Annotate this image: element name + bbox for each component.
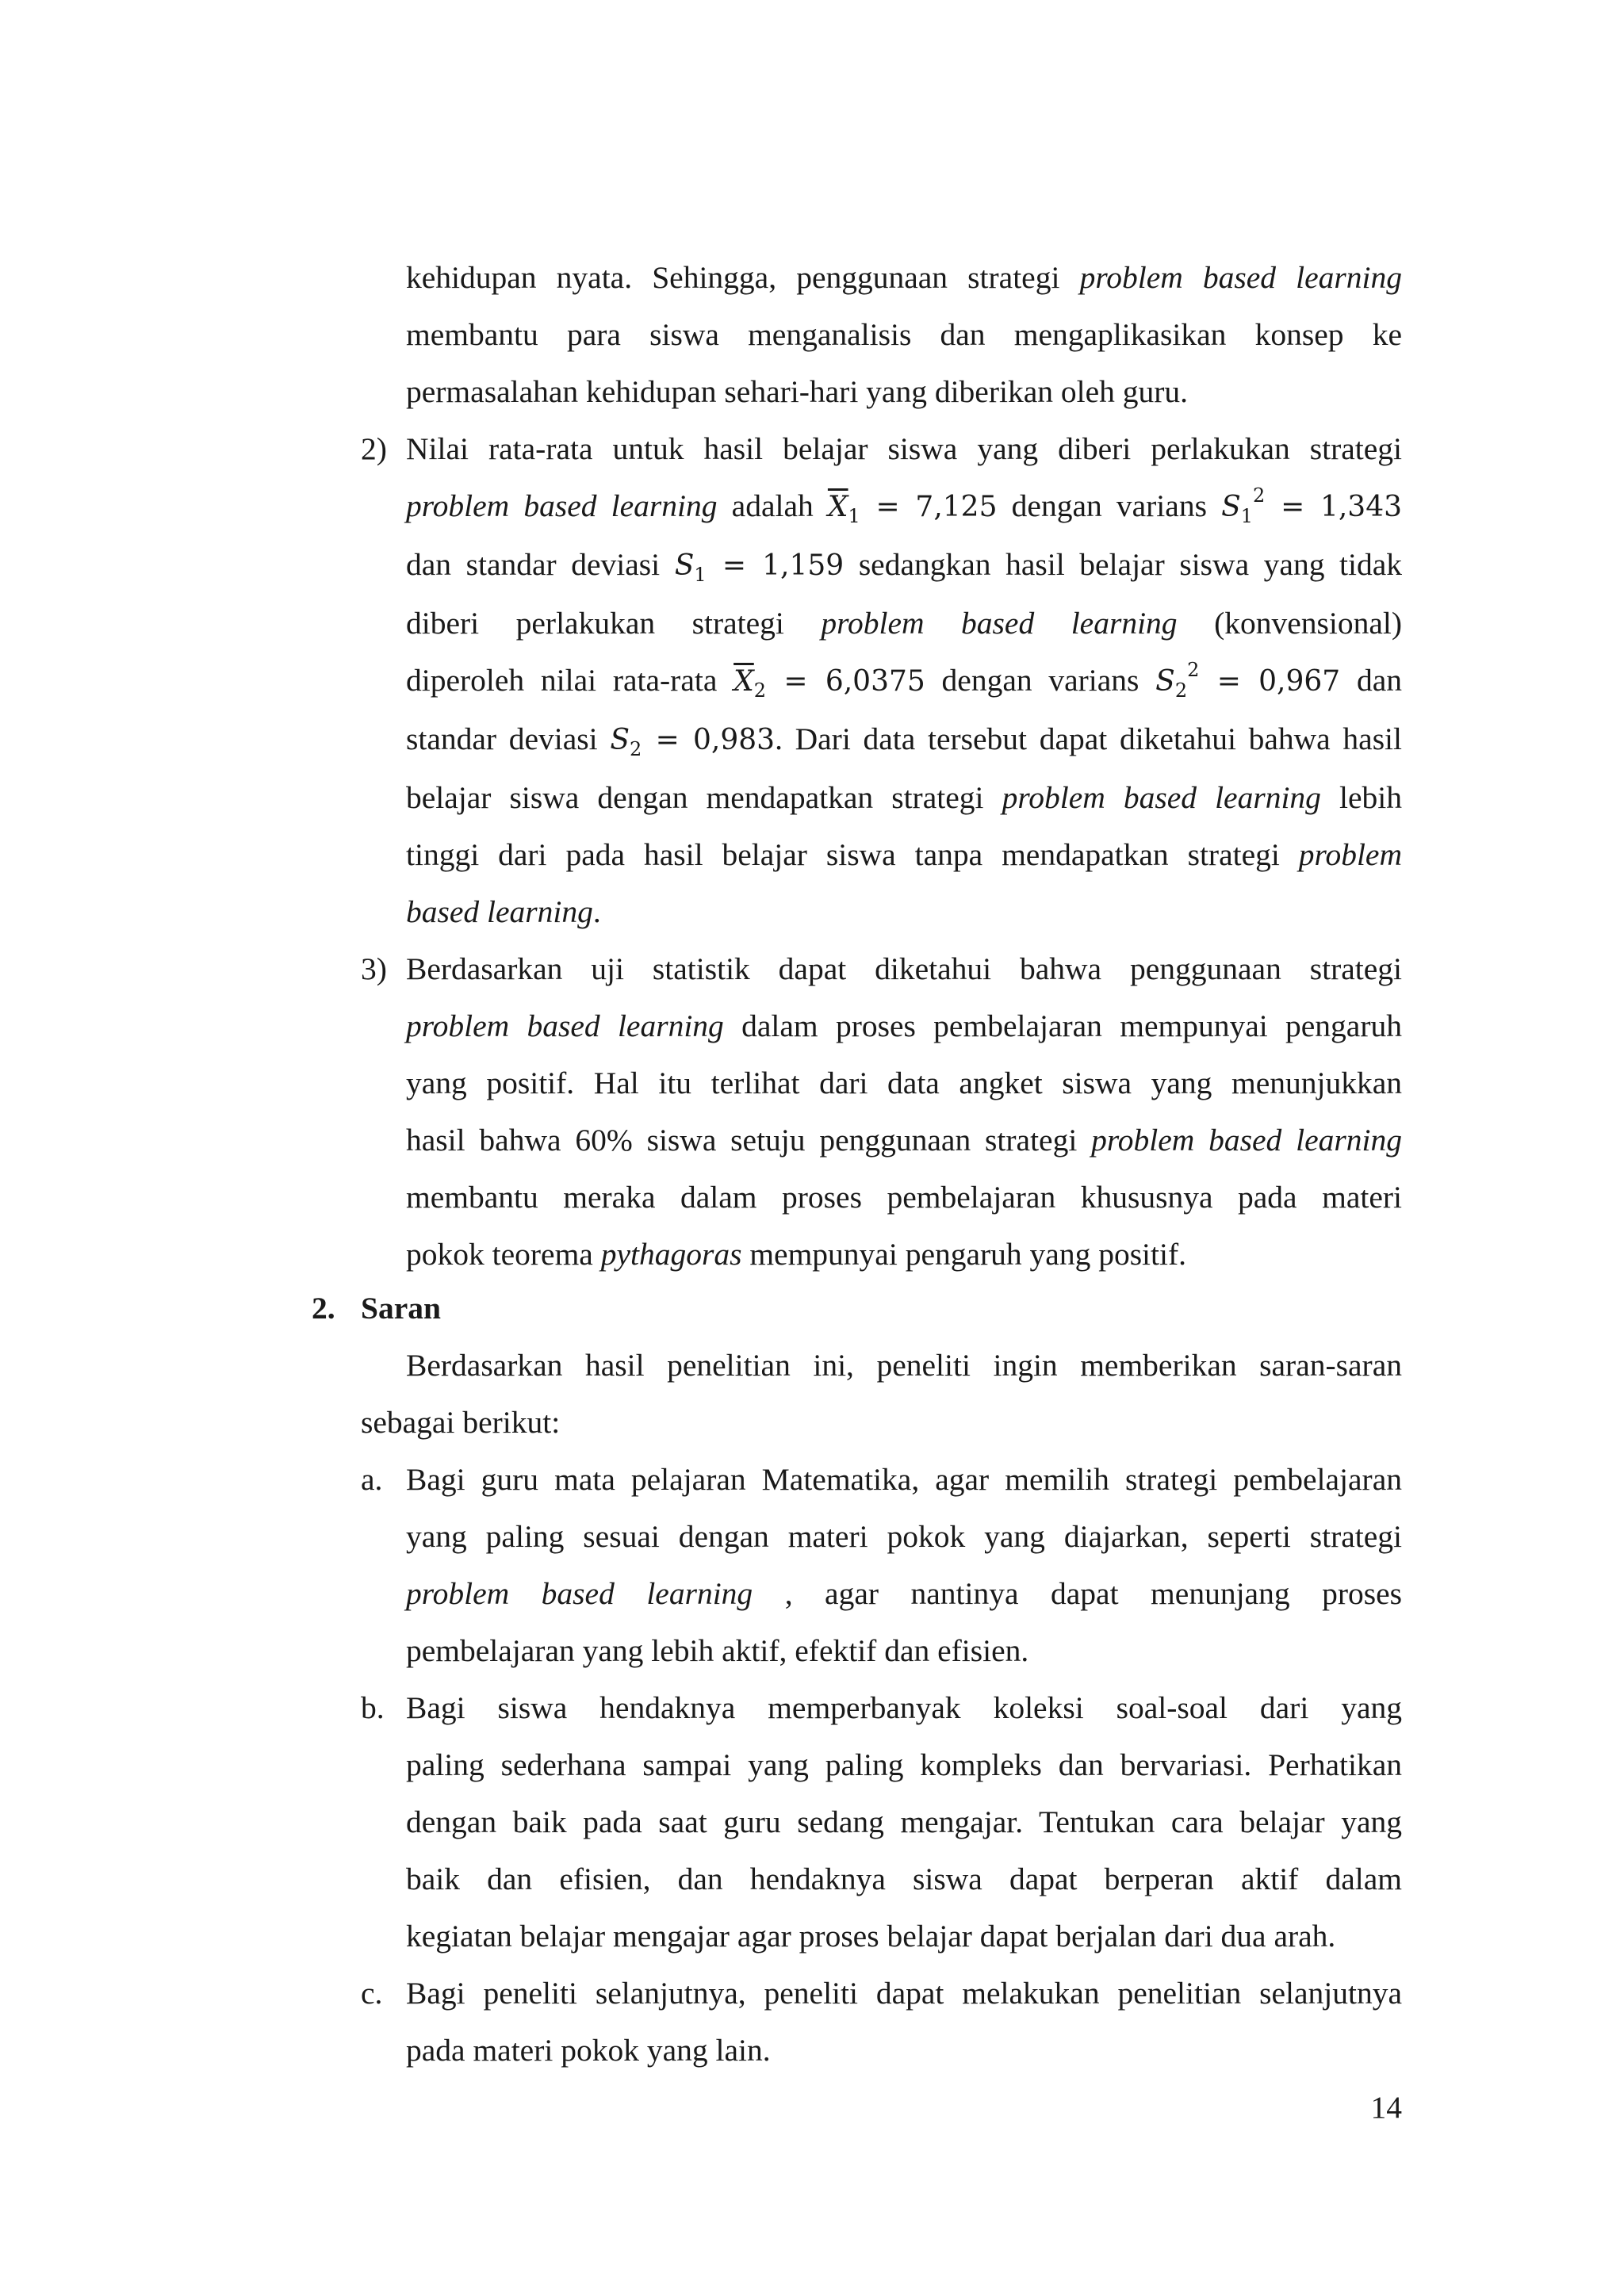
list-item-line: paling sederhana sampai yang paling kompleks dan bervariasi. Perhatikan xyxy=(406,1747,1402,1782)
paragraph-line: sebagai berikut: xyxy=(361,1405,561,1440)
list-item-line: belajar siswa dengan mendapatkan strategi problem based learning lebih xyxy=(406,780,1403,815)
paragraph-line: kehidupan nyata. Sehingga, penggunaan strategi problem based learning xyxy=(406,260,1402,295)
math-variance-2: $S_2^2 = 0,967$ xyxy=(1155,659,1341,702)
list-item-line: Nilai rata-rata untuk hasil belajar siswa yang diberi perlakukan strategi xyxy=(406,431,1402,466)
paragraph-continuation xyxy=(406,249,1402,420)
paragraph-line: membantu para siswa menganalisis dan mengaplikasikan konsep ke xyxy=(406,317,1402,352)
paragraph-line: Berdasarkan hasil penelitian ini, peneliti ingin memberikan saran-saran xyxy=(406,1348,1402,1383)
suggestion-item-a xyxy=(406,1451,1402,1679)
list-item-line: diberi perlakukan strategi problem based learning (konvensional) xyxy=(406,606,1403,641)
list-item-2 xyxy=(406,420,1402,940)
list-item-line: kegiatan belajar mengajar agar proses belajar dapat berjalan dari dua arah. xyxy=(406,1919,1336,1954)
list-item-line: yang paling sesuai dengan materi pokok yang diajarkan, seperti strategi xyxy=(406,1519,1402,1554)
list-item-3 xyxy=(406,940,1402,1283)
math-mean-1: $\overline{X}_1 = 7,125$ xyxy=(827,491,998,527)
section-intro xyxy=(361,1337,1402,1451)
suggestion-item-b xyxy=(406,1679,1402,1965)
list-item-line: dan standar deviasi $S_1 = 1,159$ sedangkan hasil belajar siswa yang tidak xyxy=(406,547,1403,586)
list-item-line: diperoleh nilai rata-rata $\overline{X}_2 = 6,0375$ dengan varians $S_2^2 = 0,967$ dan xyxy=(406,659,1402,702)
list-item-line: pokok teorema pythagoras mempunyai pengaruh yang positif. xyxy=(406,1237,1187,1272)
list-item-line: standar deviasi $S_2 = 0,983$. Dari data tersebut dapat diketahui bahwa hasil xyxy=(406,721,1403,760)
list-item-line: baik dan efisien, dan hendaknya siswa dapat berperan aktif dalam xyxy=(406,1862,1402,1896)
paragraph-line: permasalahan kehidupan sehari-hari yang diberikan oleh guru. xyxy=(406,374,1189,409)
list-item-line: Berdasarkan uji statistik dapat diketahui bahwa penggunaan strategi xyxy=(406,951,1402,986)
list-item-line: pada materi pokok yang lain. xyxy=(406,2033,771,2068)
list-item-line: Bagi guru mata pelajaran Matematika, agar memilih strategi pembelajaran xyxy=(406,1462,1402,1497)
list-item-line: Bagi siswa hendaknya memperbanyak koleksi soal-soal dari yang xyxy=(406,1690,1402,1725)
list-marker-b: b. xyxy=(361,1690,385,1725)
list-item-line: problem based learning dalam proses pembelajaran mempunyai pengaruh xyxy=(406,1008,1402,1043)
list-item-line: dengan baik pada saat guru sedang mengajar. Tentukan cara belajar yang xyxy=(406,1804,1402,1839)
suggestion-item-c xyxy=(406,1965,1402,2079)
math-stddev-2: $S_2 = 0,983$ xyxy=(610,724,776,760)
list-item-line: yang positif. Hal itu terlihat dari data angket siswa yang menunjukkan xyxy=(406,1066,1402,1100)
section-number: 2. xyxy=(312,1291,335,1326)
list-item-line: membantu meraka dalam proses pembelajaran khususnya pada materi xyxy=(406,1180,1402,1215)
page-number: 14 xyxy=(1370,2090,1402,2125)
list-marker-2: 2) xyxy=(361,431,387,466)
math-stddev-1: $S_1 = 1,159$ xyxy=(674,549,845,586)
math-variance-1: $S_1^2 = 1,343$ xyxy=(1221,484,1403,527)
list-item-line: Bagi peneliti selanjutnya, peneliti dapat melakukan penelitian selanjutnya xyxy=(406,1976,1402,2011)
list-item-line: tinggi dari pada hasil belajar siswa tanpa mendapatkan strategi problem xyxy=(406,837,1402,872)
list-item-line: pembelajaran yang lebih aktif, efektif dan efisien. xyxy=(406,1633,1029,1668)
list-marker-3: 3) xyxy=(361,951,387,986)
list-item-line: problem based learning adalah $\overline{X}_1 = 7,125$ dengan varians $S_1^2 = 1,343$ xyxy=(406,484,1403,527)
list-marker-a: a. xyxy=(361,1462,383,1497)
list-item-line: based learning. xyxy=(406,894,601,929)
list-item-line: problem based learning , agar nantinya dapat menunjang proses xyxy=(406,1576,1402,1611)
math-mean-2: $\overline{X}_2 = 6,0375$ xyxy=(733,665,925,702)
list-marker-c: c. xyxy=(361,1976,383,2011)
section-title: Saran xyxy=(361,1291,441,1326)
list-item-line: hasil bahwa 60% siswa setuju penggunaan strategi problem based learning xyxy=(406,1123,1402,1158)
